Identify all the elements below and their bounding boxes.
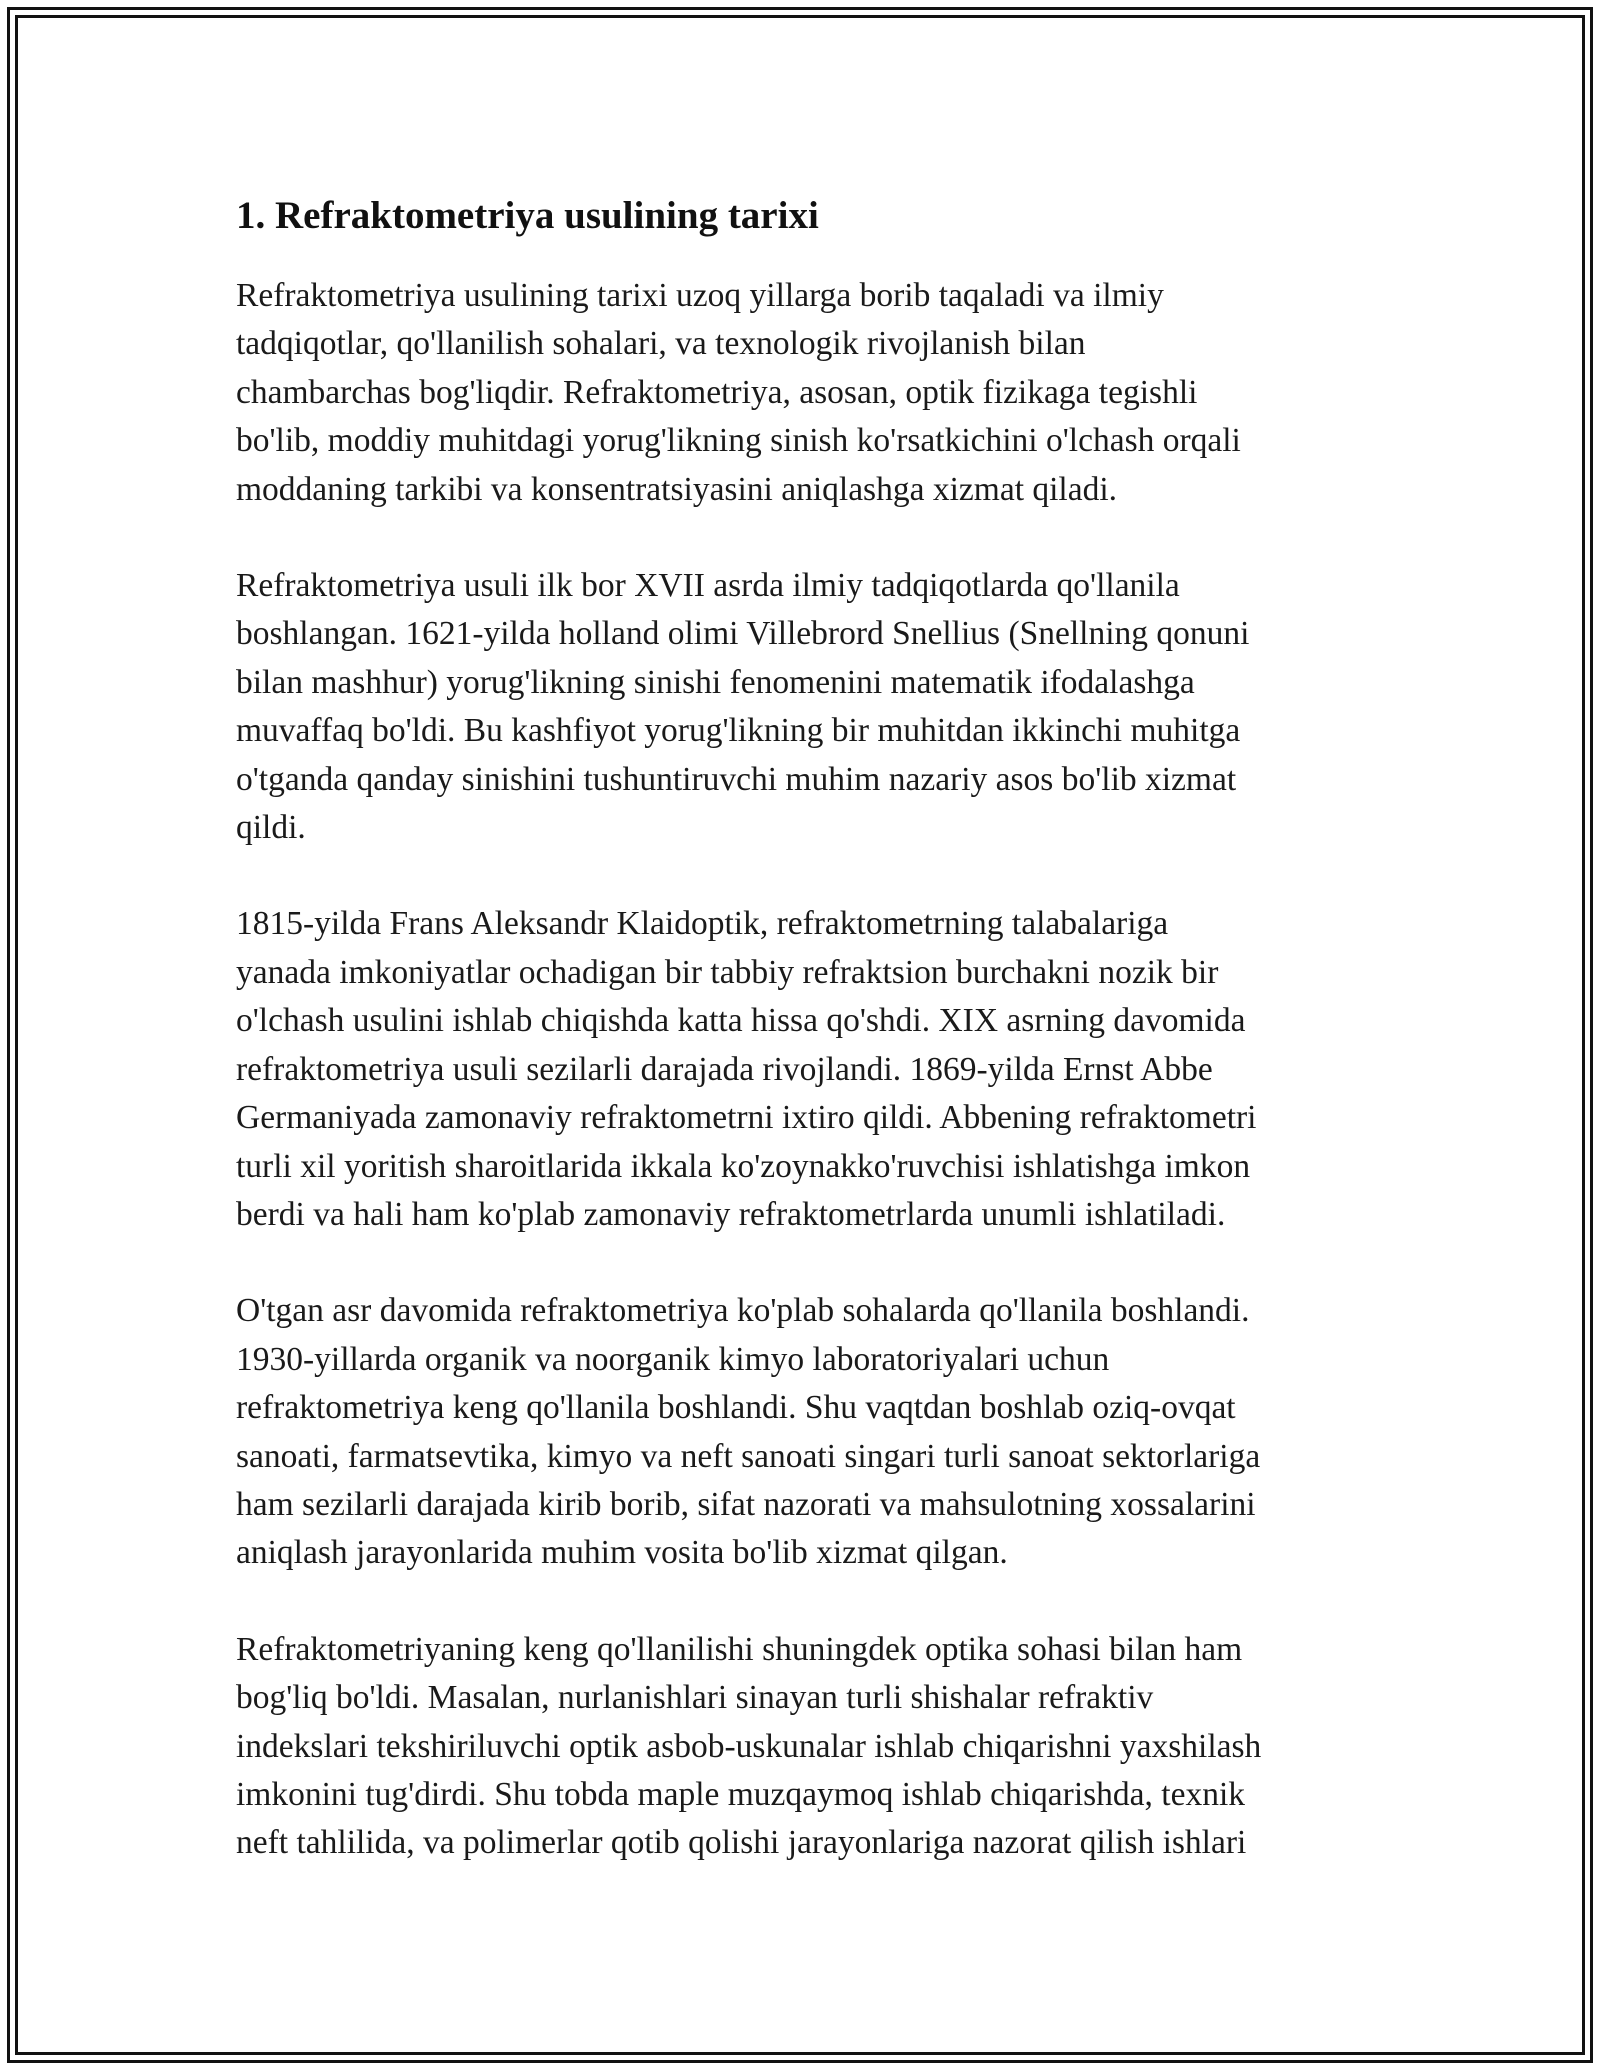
paragraph-line: bo'lib, moddiy muhitdagi yorug'likning sinish ko'rsatkichini o'lchash orqali <box>236 422 1241 460</box>
paragraph-line: O'tgan asr davomida refraktometriya ko'plab sohalarda qo'llanila boshlandi. <box>236 1292 1250 1330</box>
paragraph <box>236 1626 1368 1868</box>
paragraph-line: refraktometriya usuli sezilarli darajada rivojlandi. 1869-yilda Ernst Abbe <box>236 1050 1213 1088</box>
paragraph <box>236 272 1368 514</box>
paragraph-line: Germaniyada zamonaviy refraktometrni ixtiro qildi. Abbening refraktometri <box>236 1099 1257 1137</box>
paragraph-line: Refraktometriya usulining tarixi uzoq yillarga borib taqaladi va ilmiy <box>236 277 1164 314</box>
paragraph-line: sanoati, farmatsevtika, kimyo va neft sanoati singari turli sanoat sektorlariga <box>236 1437 1261 1475</box>
section-heading: 1. Refraktometriya usulining tarixi <box>236 194 819 237</box>
paragraph <box>236 900 1368 1239</box>
paragraph-line: yanada imkoniyatlar ochadigan bir tabbiy refraktsion burchakni nozik bir <box>236 953 1219 991</box>
paragraph-line: chambarchas bog'liqdir. Refraktometriya, asosan, optik fizikaga tegishli <box>236 373 1198 411</box>
paragraph-line: neft tahlilida, va polimerlar qotib qolishi jarayonlariga nazorat qilish ishlari <box>236 1824 1247 1862</box>
paragraph-line: boshlangan. 1621-yilda holland olimi Villebrord Snellius (Snellning qonuni <box>236 615 1250 653</box>
paragraph-line: bilan mashhur) yorug'likning sinishi fenomenini matematik ifodalashga <box>236 663 1195 701</box>
paragraph <box>236 1287 1368 1577</box>
paragraph-line: Refraktometriyaning keng qo'llanilishi shuningdek optika sohasi bilan ham <box>236 1630 1243 1668</box>
paragraph-line: indekslari tekshiriluvchi optik asbob-uskunalar ishlab chiqarishni yaxshilash <box>236 1727 1262 1765</box>
paragraph-line: tadqiqotlar, qo'llanilish sohalari, va texnologik rivojlanish bilan <box>236 325 1086 363</box>
paragraph-line: moddaning tarkibi va konsentratsiyasini aniqlashga xizmat qiladi. <box>236 470 1118 508</box>
paragraph-line: aniqlash jarayonlarida muhim vosita bo'lib xizmat qilgan. <box>236 1534 1008 1572</box>
paragraph-list <box>236 272 1368 1868</box>
paragraph <box>236 562 1368 852</box>
paragraph-line: turli xil yoritish sharoitlarida ikkala ko'zoynakko'ruvchisi ishlatishga imkon <box>236 1147 1251 1185</box>
paragraph-line: o'lchash usulini ishlab chiqishda katta hissa qo'shdi. XIX asrning davomida <box>236 1002 1246 1040</box>
paragraph-line: ham sezilarli darajada kirib borib, sifat nazorati va mahsulotning xossalarini <box>236 1485 1256 1523</box>
paragraph-line: qildi. <box>236 809 306 847</box>
paragraph-line: refraktometriya keng qo'llanila boshlandi. Shu vaqtdan boshlab oziq-ovqat <box>236 1389 1236 1427</box>
document-body <box>236 186 1368 1868</box>
paragraph-line: o'tganda qanday sinishini tushuntiruvchi muhim nazariy asos bo'lib xizmat <box>236 760 1237 798</box>
paragraph-line: imkonini tug'dirdi. Shu tobda maple muzqaymoq ishlab chiqarishda, texnik <box>236 1775 1246 1813</box>
paragraph-line: 1930-yillarda organik va noorganik kimyo laboratoriyalari uchun <box>236 1340 1110 1378</box>
paragraph-line: 1815-yilda Frans Aleksandr Klaidoptik, refraktometrning talabalariga <box>236 905 1169 943</box>
paragraph-line: bog'liq bo'ldi. Masalan, nurlanishlari sinayan turli shishalar refraktiv <box>236 1679 1154 1717</box>
paragraph-line: muvaffaq bo'ldi. Bu kashfiyot yorug'likning bir muhitdan ikkinchi muhitga <box>236 712 1241 750</box>
paragraph-line: Refraktometriya usuli ilk bor XVII asrda ilmiy tadqiqotlarda qo'llanila <box>236 567 1180 605</box>
paragraph-line: berdi va hali ham ko'plab zamonaviy refraktometrlarda unumli ishlatiladi. <box>236 1195 1226 1233</box>
